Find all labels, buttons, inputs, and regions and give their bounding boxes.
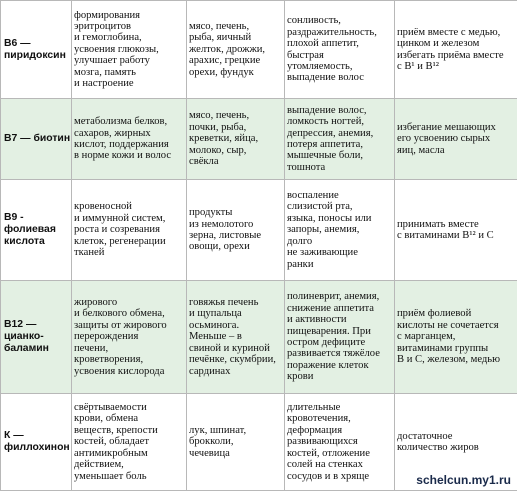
sources-cell: продукты из немолотого зерна, листовые овощи, орехи xyxy=(187,180,285,281)
deficiency-cell: сонливость, раздражительность, плохой аппетит, быстрая утомляемость, выпадение волос xyxy=(285,1,395,99)
recommendation-cell: принимать вместе с витаминами В¹² и С xyxy=(395,180,517,281)
recommendation-cell: достаточное количество жиров xyxy=(395,394,517,491)
vitamin-name: К — филлохинон xyxy=(1,394,72,491)
functions-cell: кровеносной и иммунной систем, роста и созревания клеток, регенерации тканей xyxy=(72,180,187,281)
sources-cell: мясо, печень, рыба, яичный желток, дрожжи, арахис, грецкие орехи, фундук xyxy=(187,1,285,99)
sources-cell: говяжья печень и щупальца осьминога. Меньше – в свиной и куриной печёнке, скумбрии, сардинах xyxy=(187,281,285,394)
functions-cell: свёртываемости крови, обмена веществ, крепости костей, обладает антимикробным действием, уменьшает боль xyxy=(72,394,187,491)
deficiency-cell: полиневрит, анемия, снижение аппетита и активности пищеварения. При остром дефиците развивается тяжёлое поражение клеток крови xyxy=(285,281,395,394)
table-row xyxy=(1,281,517,394)
vitamin-name: В6 — пиридоксин xyxy=(1,1,72,99)
functions-cell: жирового и белкового обмена, защиты от жирового перерождения печени, кроветворения, усвоения кислорода xyxy=(72,281,187,394)
sources-cell: лук, шпинат, брокколи, чечевица xyxy=(187,394,285,491)
sources-cell: мясо, печень, почки, рыба, креветки, яйца, молоко, сыр, свёкла xyxy=(187,99,285,180)
deficiency-cell: воспаление слизистой рта, языка, поносы или запоры, анемия, долго не заживающие ранки xyxy=(285,180,395,281)
recommendation-cell: приём вместе с медью, цинком и железом избегать приёма вместе с В¹ и В¹² xyxy=(395,1,517,99)
vitamin-name: В9 - фолиевая кислота xyxy=(1,180,72,281)
site-watermark: schelcun.my1.ru xyxy=(414,473,513,487)
recommendation-cell: избегание мешающих его усвоению сырых яиц, масла xyxy=(395,99,517,180)
functions-cell: метаболизма белков, сахаров, жирных кислот, поддержания в норме кожи и волос xyxy=(72,99,187,180)
recommendation-cell: приём фолиевой кислоты не сочетается с марганцем, витаминами группы В и С, железом, медью xyxy=(395,281,517,394)
table-row xyxy=(1,99,517,180)
table-row xyxy=(1,180,517,281)
vitamin-name: В7 — биотин xyxy=(1,99,72,180)
vitamin-name: В12 — цианко- баламин xyxy=(1,281,72,394)
table-row xyxy=(1,1,517,99)
functions-cell: формирования эритроцитов и гемоглобина, усвоения глюкозы, улучшает работу мозга, память и настроение xyxy=(72,1,187,99)
deficiency-cell: выпадение волос, ломкость ногтей, депрессия, анемия, потеря аппетита, мышечные боли, тошнота xyxy=(285,99,395,180)
deficiency-cell: длительные кровотечения, деформация развивающихся костей, отложение солей на стенках сосудов и в хряще xyxy=(285,394,395,491)
